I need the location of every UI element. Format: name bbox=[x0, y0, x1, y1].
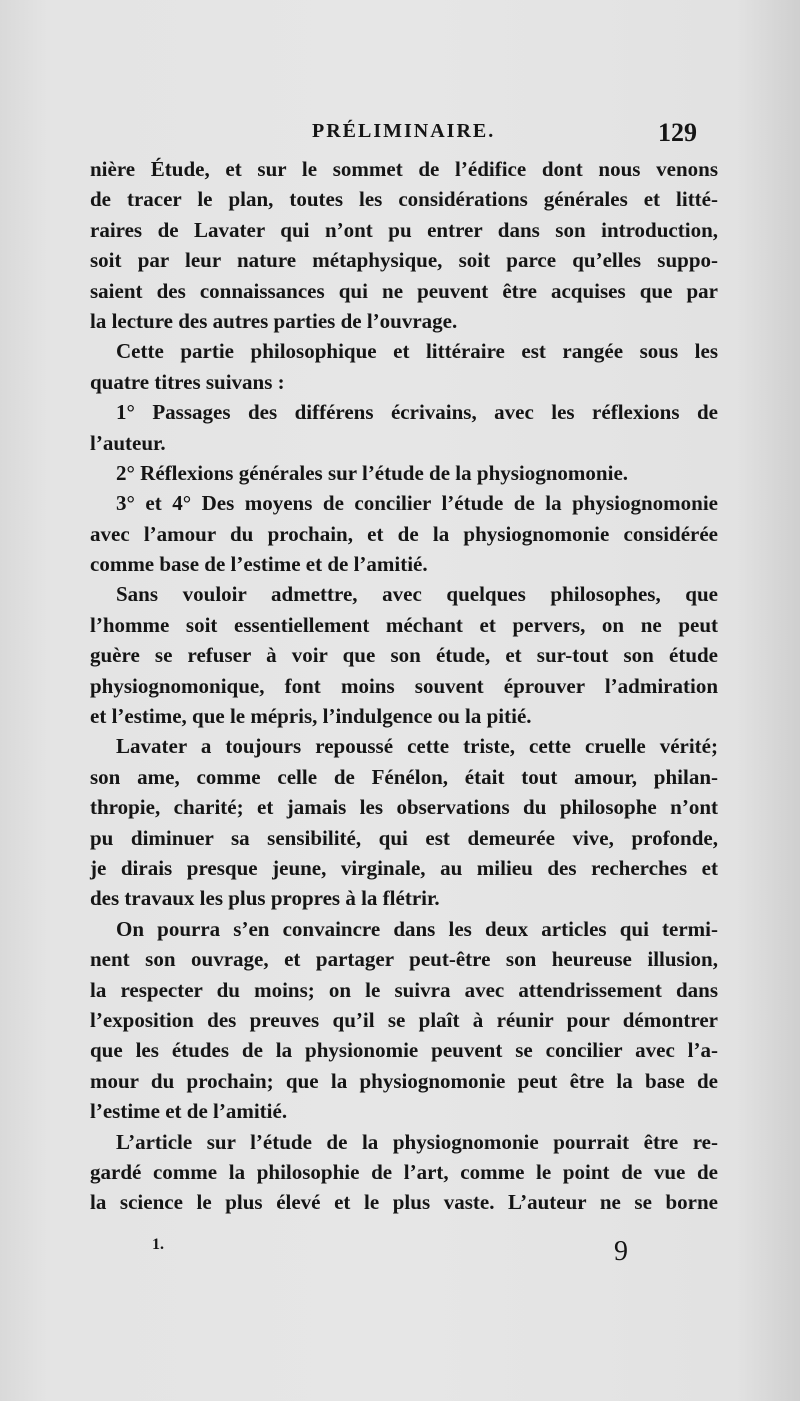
text-line: 3° et 4° Des moyens de concilier l’étude de la physiognomonie bbox=[116, 491, 718, 516]
text-line: Lavater a toujours repoussé cette triste, cette cruelle vérité; bbox=[116, 734, 718, 759]
text-line: mour du prochain; que la physiognomonie peut être la base de bbox=[90, 1068, 718, 1093]
text-line: la respecter du moins; on le suivra avec attendrissement dans bbox=[90, 977, 718, 1002]
running-title: PRÉLIMINAIRE. bbox=[312, 120, 496, 142]
text-line: nent son ouvrage, et partager peut-être son heureuse illusion, bbox=[90, 947, 718, 972]
body-text bbox=[90, 154, 718, 1218]
text-line: la lecture des autres parties de l’ouvrage. bbox=[90, 308, 458, 333]
text-line: Sans vouloir admettre, avec quelques philosophes, que bbox=[116, 582, 718, 607]
text-line: des travaux les plus propres à la flétrir. bbox=[90, 886, 440, 911]
signature-mark: 1. bbox=[152, 1236, 164, 1253]
text-line: l’estime et de l’amitié. bbox=[90, 1099, 288, 1124]
page-footer bbox=[0, 1230, 800, 1270]
text-line: 1° Passages des différens écrivains, avec les réflexions de bbox=[116, 400, 718, 425]
text-line: pu diminuer sa sensibilité, qui est demeurée vive, profonde, bbox=[90, 825, 718, 850]
text-line: L’article sur l’étude de la physiognomonie pourrait être re- bbox=[116, 1129, 718, 1154]
text-line: de tracer le plan, toutes les considérations générales et litté- bbox=[90, 187, 718, 212]
text-line: nière Étude, et sur le sommet de l’édifice dont nous venons bbox=[90, 157, 718, 181]
text-line: son ame, comme celle de Fénélon, était tout amour, philan- bbox=[90, 764, 718, 789]
text-line: la science le plus élevé et le plus vaste. L’auteur ne se borne bbox=[90, 1190, 718, 1215]
text-line: thropie, charité; et jamais les observations du philosophe n’ont bbox=[90, 795, 718, 820]
text-line: avec l’amour du prochain, et de la physiognomonie considérée bbox=[90, 521, 718, 546]
text-line: comme base de l’estime et de l’amitié. bbox=[90, 552, 428, 577]
text-line: l’auteur. bbox=[90, 430, 166, 455]
text-line: soit par leur nature métaphysique, soit parce qu’elles suppo- bbox=[90, 248, 718, 273]
running-head bbox=[0, 118, 800, 148]
text-line: physiognomonique, font moins souvent éprouver l’admiration bbox=[90, 673, 718, 698]
text-line: 2° Réflexions générales sur l’étude de la physiognomonie. bbox=[116, 460, 629, 485]
text-line: l’exposition des preuves qu’il se plaît à réunir pour démontrer bbox=[90, 1007, 718, 1032]
text-line: quatre titres suivans : bbox=[90, 369, 285, 394]
text-line: raires de Lavater qui n’ont pu entrer dans son introduction, bbox=[90, 217, 718, 242]
text-line: On pourra s’en convaincre dans les deux articles qui termi- bbox=[116, 916, 718, 941]
text-line: Cette partie philosophique et littéraire est rangée sous les bbox=[116, 339, 718, 364]
text-line: je dirais presque jeune, virginale, au milieu des recherches et bbox=[90, 855, 718, 880]
text-line: gardé comme la philosophie de l’art, comme le point de vue de bbox=[90, 1159, 718, 1184]
text-line: et l’estime, que le mépris, l’indulgence ou la pitié. bbox=[90, 704, 532, 729]
folio-number: 9 bbox=[614, 1236, 628, 1267]
text-line: l’homme soit essentiellement méchant et pervers, on ne peut bbox=[90, 612, 718, 637]
text-line: saient des connaissances qui ne peuvent être acquises que par bbox=[90, 278, 718, 303]
text-line: guère se refuser à voir que son étude, et sur-tout son étude bbox=[90, 643, 718, 668]
text-line: que les études de la physionomie peuvent se concilier avec l’a- bbox=[90, 1038, 718, 1063]
page-number: 129 bbox=[658, 118, 697, 147]
